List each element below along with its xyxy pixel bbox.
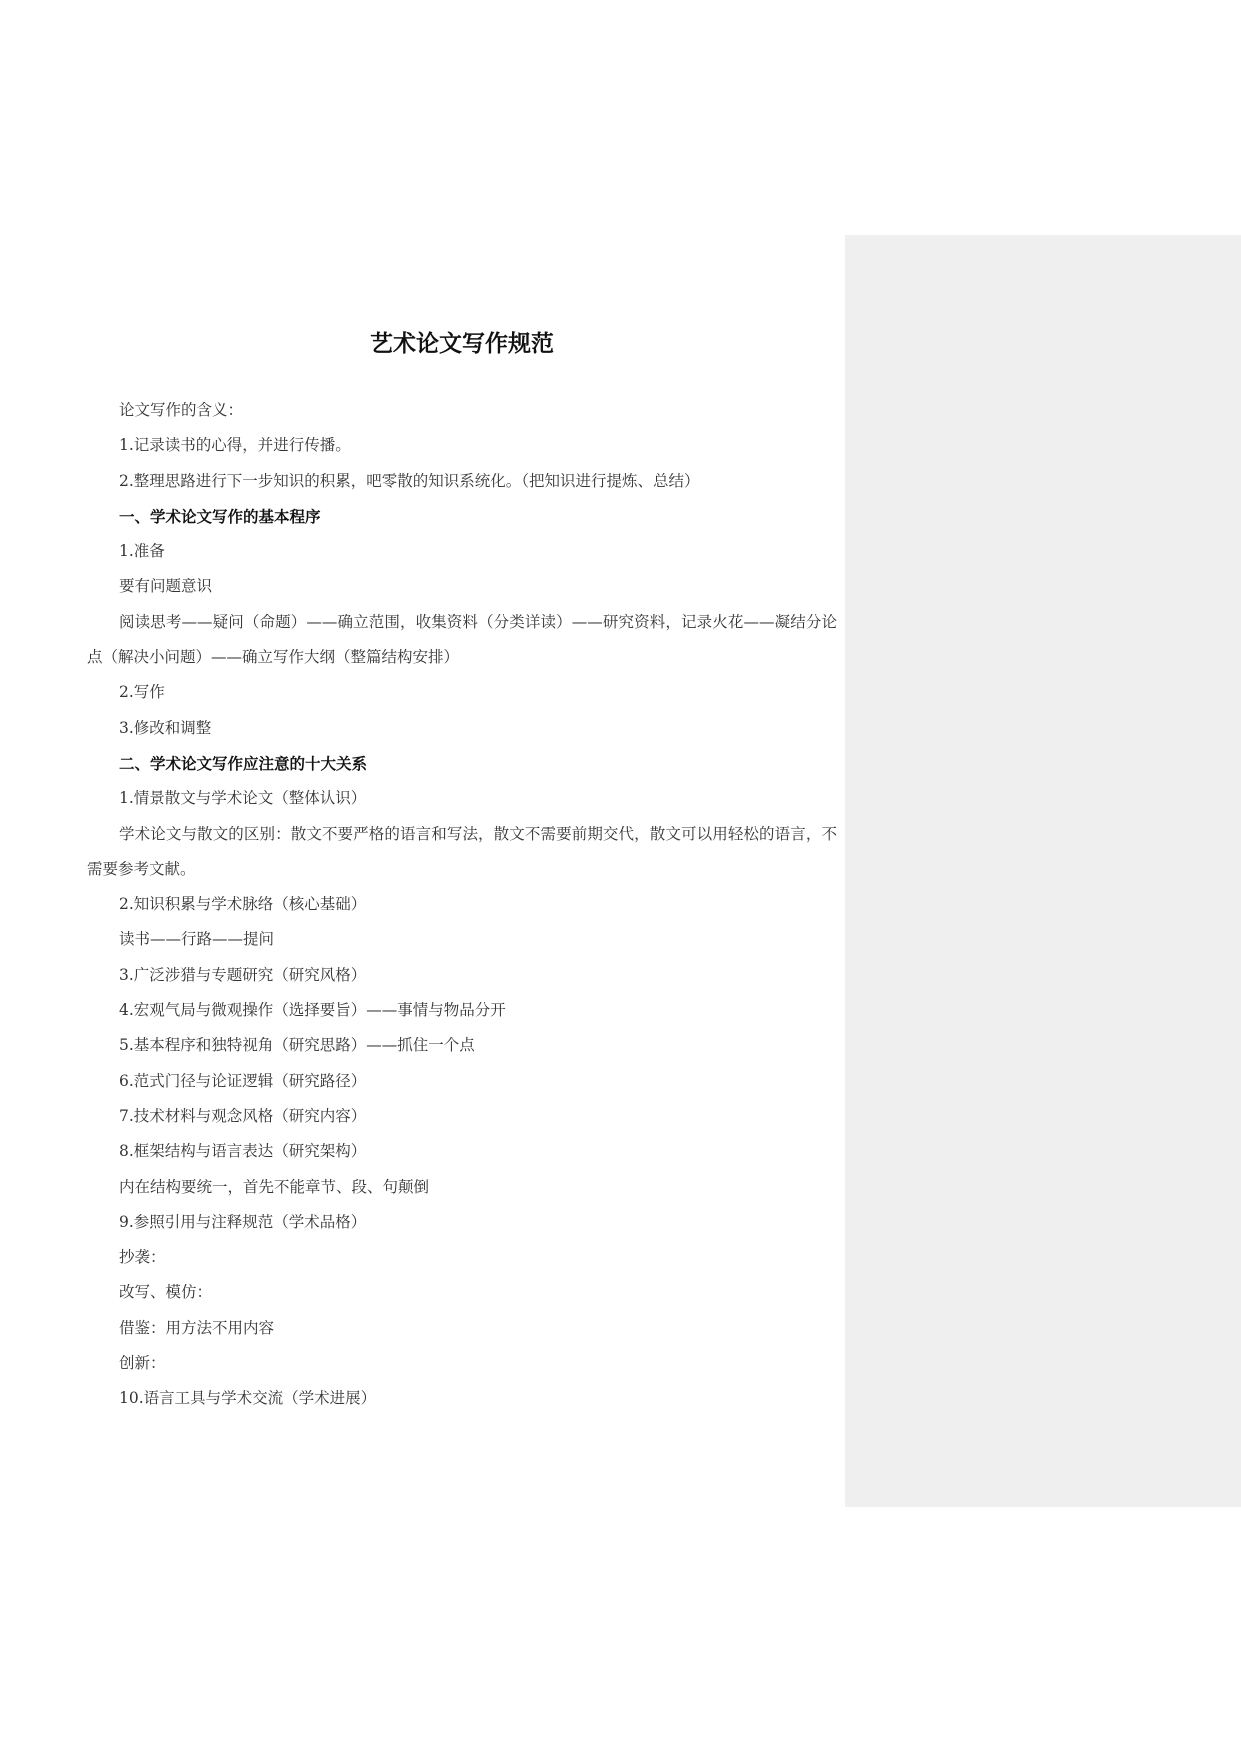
body-paragraph: 1.记录读书的心得，并进行传播。 <box>119 436 351 455</box>
document-body <box>87 393 837 1417</box>
page-title: 艺术论文写作规范 <box>370 331 554 357</box>
body-paragraph: 2.写作 <box>119 683 165 702</box>
body-paragraph: 5.基本程序和独特视角（研究思路）——抓住一个点 <box>119 1036 475 1055</box>
body-paragraph: 借鉴：用方法不用内容 <box>119 1318 275 1337</box>
section-heading: 一、学术论文写作的基本程序 <box>119 506 321 526</box>
body-paragraph: 8.框架结构与语言表达（研究架构） <box>119 1142 367 1161</box>
body-paragraph: 论文写作的含义： <box>119 401 244 419</box>
body-paragraph: 1.情景散文与学术论文（整体认识） <box>119 789 367 808</box>
body-paragraph: 抄袭： <box>119 1248 166 1267</box>
body-paragraph: 内在结构要统一，首先不能章节、段、句颠倒 <box>119 1177 430 1196</box>
body-paragraph: 2.知识积累与学术脉络（核心基础） <box>119 895 367 914</box>
comment-pane <box>845 235 1241 1507</box>
body-paragraph: 改写、模仿： <box>119 1283 213 1302</box>
body-paragraph: 1.准备 <box>119 542 165 561</box>
body-paragraph: 3.修改和调整 <box>119 718 212 737</box>
body-paragraph: 创新： <box>119 1354 166 1373</box>
body-paragraph: 3.广泛涉猎与专题研究（研究风格） <box>119 965 367 984</box>
section-heading: 二、学术论文写作应注意的十大关系 <box>119 753 368 773</box>
body-paragraph: 学术论文与散文的区别：散文不要严格的语言和写法，散文不需要前期交代，散文可以用轻松的语言，不需要参考文献。 <box>87 824 837 878</box>
body-paragraph: 6.范式门径与论证逻辑（研究路径） <box>119 1071 367 1090</box>
body-paragraph: 9.参照引用与注释规范（学术品格） <box>119 1212 367 1231</box>
body-paragraph: 2.整理思路进行下一步知识的积累，吧零散的知识系统化。（把知识进行提炼、总结） <box>119 471 700 490</box>
body-paragraph: 10.语言工具与学术交流（学术进展） <box>119 1389 377 1408</box>
body-paragraph: 读书——行路——提问 <box>119 930 275 949</box>
body-paragraph: 4.宏观气局与微观操作（选择要旨）——事情与物品分开 <box>119 1001 506 1020</box>
body-paragraph: 要有问题意识 <box>119 577 213 596</box>
body-paragraph: 阅读思考——疑问（命题）——确立范围，收集资料（分类详读）——研究资料，记录火花——凝结分论点（解决小问题）——确立写作大纲（整篇结构安排） <box>87 612 837 667</box>
body-paragraph: 7.技术材料与观念风格（研究内容） <box>119 1106 367 1125</box>
